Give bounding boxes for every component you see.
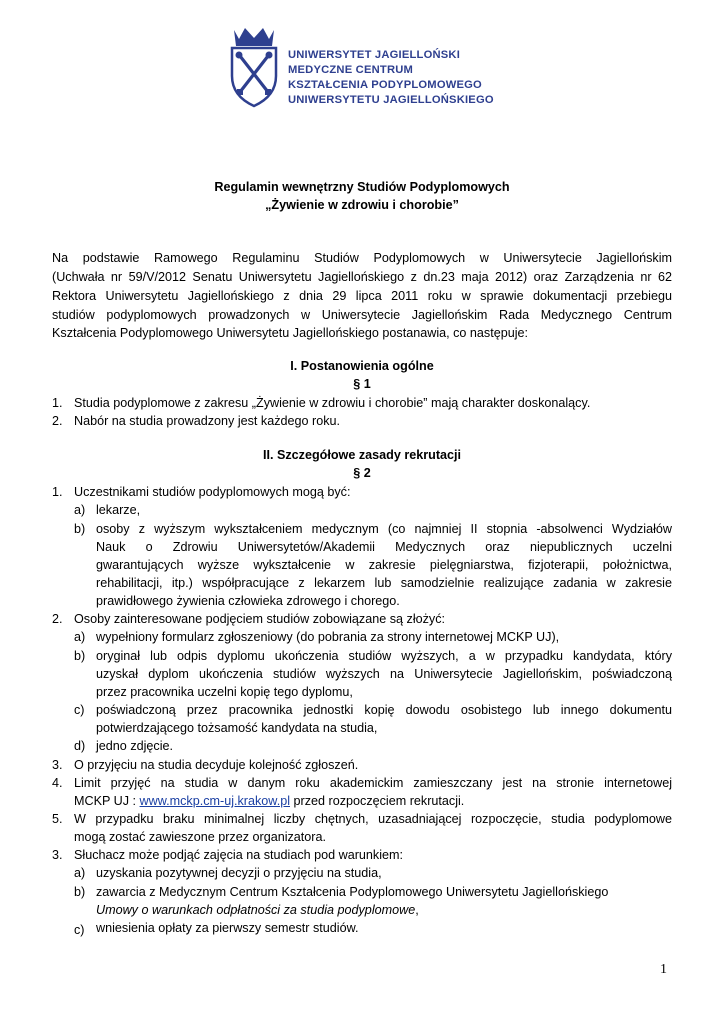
list-subitem: rehabilitacji, itp.) współpracujące z lekarzem lub samodzielnie realizujące zadania w zakresie [96,576,672,590]
list-item: Osoby zainteresowane podjęciem studiów zobowiązane są złożyć: [74,612,446,626]
link-prefix: MCKP UJ : [74,794,140,808]
intro-line: Rektora Uniwersytetu Jagiellońskiego z dnia 29 lipca 2011 roku w sprawie dokumentacji przebiegu [52,289,672,303]
paragraph-mark: § 2 [353,466,371,480]
list-letter: d) [74,739,86,753]
list-subitem: lekarze, [96,503,141,517]
logo-text [288,48,494,108]
list-item: Nabór na studia prowadzony jest każdego roku. [74,414,341,428]
logo-line-4: UNIWERSYTETU JAGIELLOŃSKIEGO [288,94,494,106]
link-suffix: przed rozpoczęciem rekrutacji. [290,794,465,808]
list-item: O przyjęciu na studia decyduje kolejność zgłoszeń. [74,758,359,772]
list-letter: c) [74,703,85,717]
intro-line: Kształcenia Podyplomowego Uniwersytetu Jagiellońskiego postanawia, co następuje: [52,326,529,340]
logo-line-1: UNIWERSYTET JAGIELLOŃSKI [288,49,461,61]
list-subitem: Nauk o Zdrowiu Uniwersytetów/Akademii Medycznych oraz niepublicznych uczelni [96,540,672,554]
list-letter: b) [74,522,86,536]
list-item: Uczestnikami studiów podyplomowych mogą być: [74,485,351,499]
document-title: Regulamin wewnętrzny Studiów Podyplomowych [214,180,510,194]
list-item: Limit przyjęć na studia w danym roku akademickim zamieszczany jest na stronie internetowej [74,776,672,790]
section-heading: I. Postanowienia ogólne [290,359,434,373]
list-subitem: oryginał lub odpis dyplomu ukończenia studiów wyższych, a w przypadku kandydata, który [96,649,672,663]
list-subitem: uzyskania pozytywnej decyzji o przyjęciu na studia, [96,866,382,880]
intro-line: Na podstawie Ramowego Regulaminu Studiów Podyplomowych w Uniwersytecie Jagiellońskim [52,251,672,265]
list-item: Studia podyplomowe z zakresu „Żywienie w zdrowiu i chorobie” mają charakter doskonalący. [74,396,591,410]
document-subtitle: „Żywienie w zdrowiu i chorobie” [265,198,459,212]
paragraph-mark: § 1 [353,377,371,391]
list-subitem: poświadczoną przez pracownika jednostki kopię dowodu osobistego lub innego dokumentu [96,703,672,717]
list-letter: a) [74,866,86,880]
list-subitem: przez pracownika uczelni kopię tego dyplomu, [96,685,353,699]
list-subitem: jedno zdjęcie. [96,739,174,753]
list-letter: b) [74,649,86,663]
list-number: 3. [52,848,63,862]
list-letter: c) [74,923,85,937]
list-letter: a) [74,630,86,644]
list-number: 2. [52,414,63,428]
list-number: 1. [52,485,63,499]
list-letter: a) [74,503,86,517]
university-logo [228,26,504,108]
list-subitem: zawarcia z Medycznym Centrum Kształcenia Podyplomowego Uniwersytetu Jagiellońskiego [96,885,609,899]
list-item: Słuchacz może podjąć zajęcia na studiach pod warunkiem: [74,848,404,862]
list-number: 3. [52,758,63,772]
list-item: mogą zostać zawieszone przez organizatora. [74,830,327,844]
list-subitem: potwierdzającego tożsamość kandydata na studia, [96,721,378,735]
intro-line: studiów podyplomowych prowadzonych w Uniwersytecie Jagiellońskim Rada Medycznego Centrum [52,308,672,322]
list-item-link-line [74,792,672,810]
intro-line: (Uchwała nr 59/V/2012 Senatu Uniwersytetu Jagiellońskiego z dn.23 maja 2012) oraz Zarządzenia nr 62 [52,270,672,284]
logo-line-2: MEDYCZNE CENTRUM [288,64,414,76]
page-number: 1 [660,962,667,977]
list-number: 5. [52,812,63,826]
mckp-website-link[interactable]: www.mckp.cm-uj.krakow.pl [139,794,291,808]
section-heading: II. Szczegółowe zasady rekrutacji [262,448,462,462]
list-number: 1. [52,396,63,410]
crest-icon [228,26,280,108]
list-subitem: prawidłowego żywienia człowieka zdrowego i chorego. [96,594,400,608]
list-subitem-italic [96,901,672,919]
list-item: W przypadku braku minimalnej liczby chętnych, uzasadniającej rozpoczęcie, studia podyplomowe [74,812,672,826]
contract-title: Umowy o warunkach odpłatności za studia podyplomowe [96,903,416,917]
list-number: 2. [52,612,63,626]
list-subitem: uzyskał dyplom ukończenia studiów wyższych na Uniwersytecie Jagiellońskim, poświadczoną [96,667,672,681]
list-subitem: wypełniony formularz zgłoszeniowy (do pobrania za strony internetowej MCKP UJ), [96,630,560,644]
logo-line-3: KSZTAŁCENIA PODYPLOMOWEGO [288,79,482,91]
list-subitem: wniesienia opłaty za pierwszy semestr studiów. [96,921,359,935]
list-subitem: gwarantujących wyższe wykształcenie w zakresie pielęgniarstwa, fizjoterapii, położnictwa, [96,558,672,572]
list-subitem: osoby z wyższym wykształceniem medycznym (co najmniej II stopnia -absolwenci Wydziałów [96,522,672,536]
list-letter: b) [74,885,86,899]
comma: , [415,903,419,917]
list-number: 4. [52,776,63,790]
